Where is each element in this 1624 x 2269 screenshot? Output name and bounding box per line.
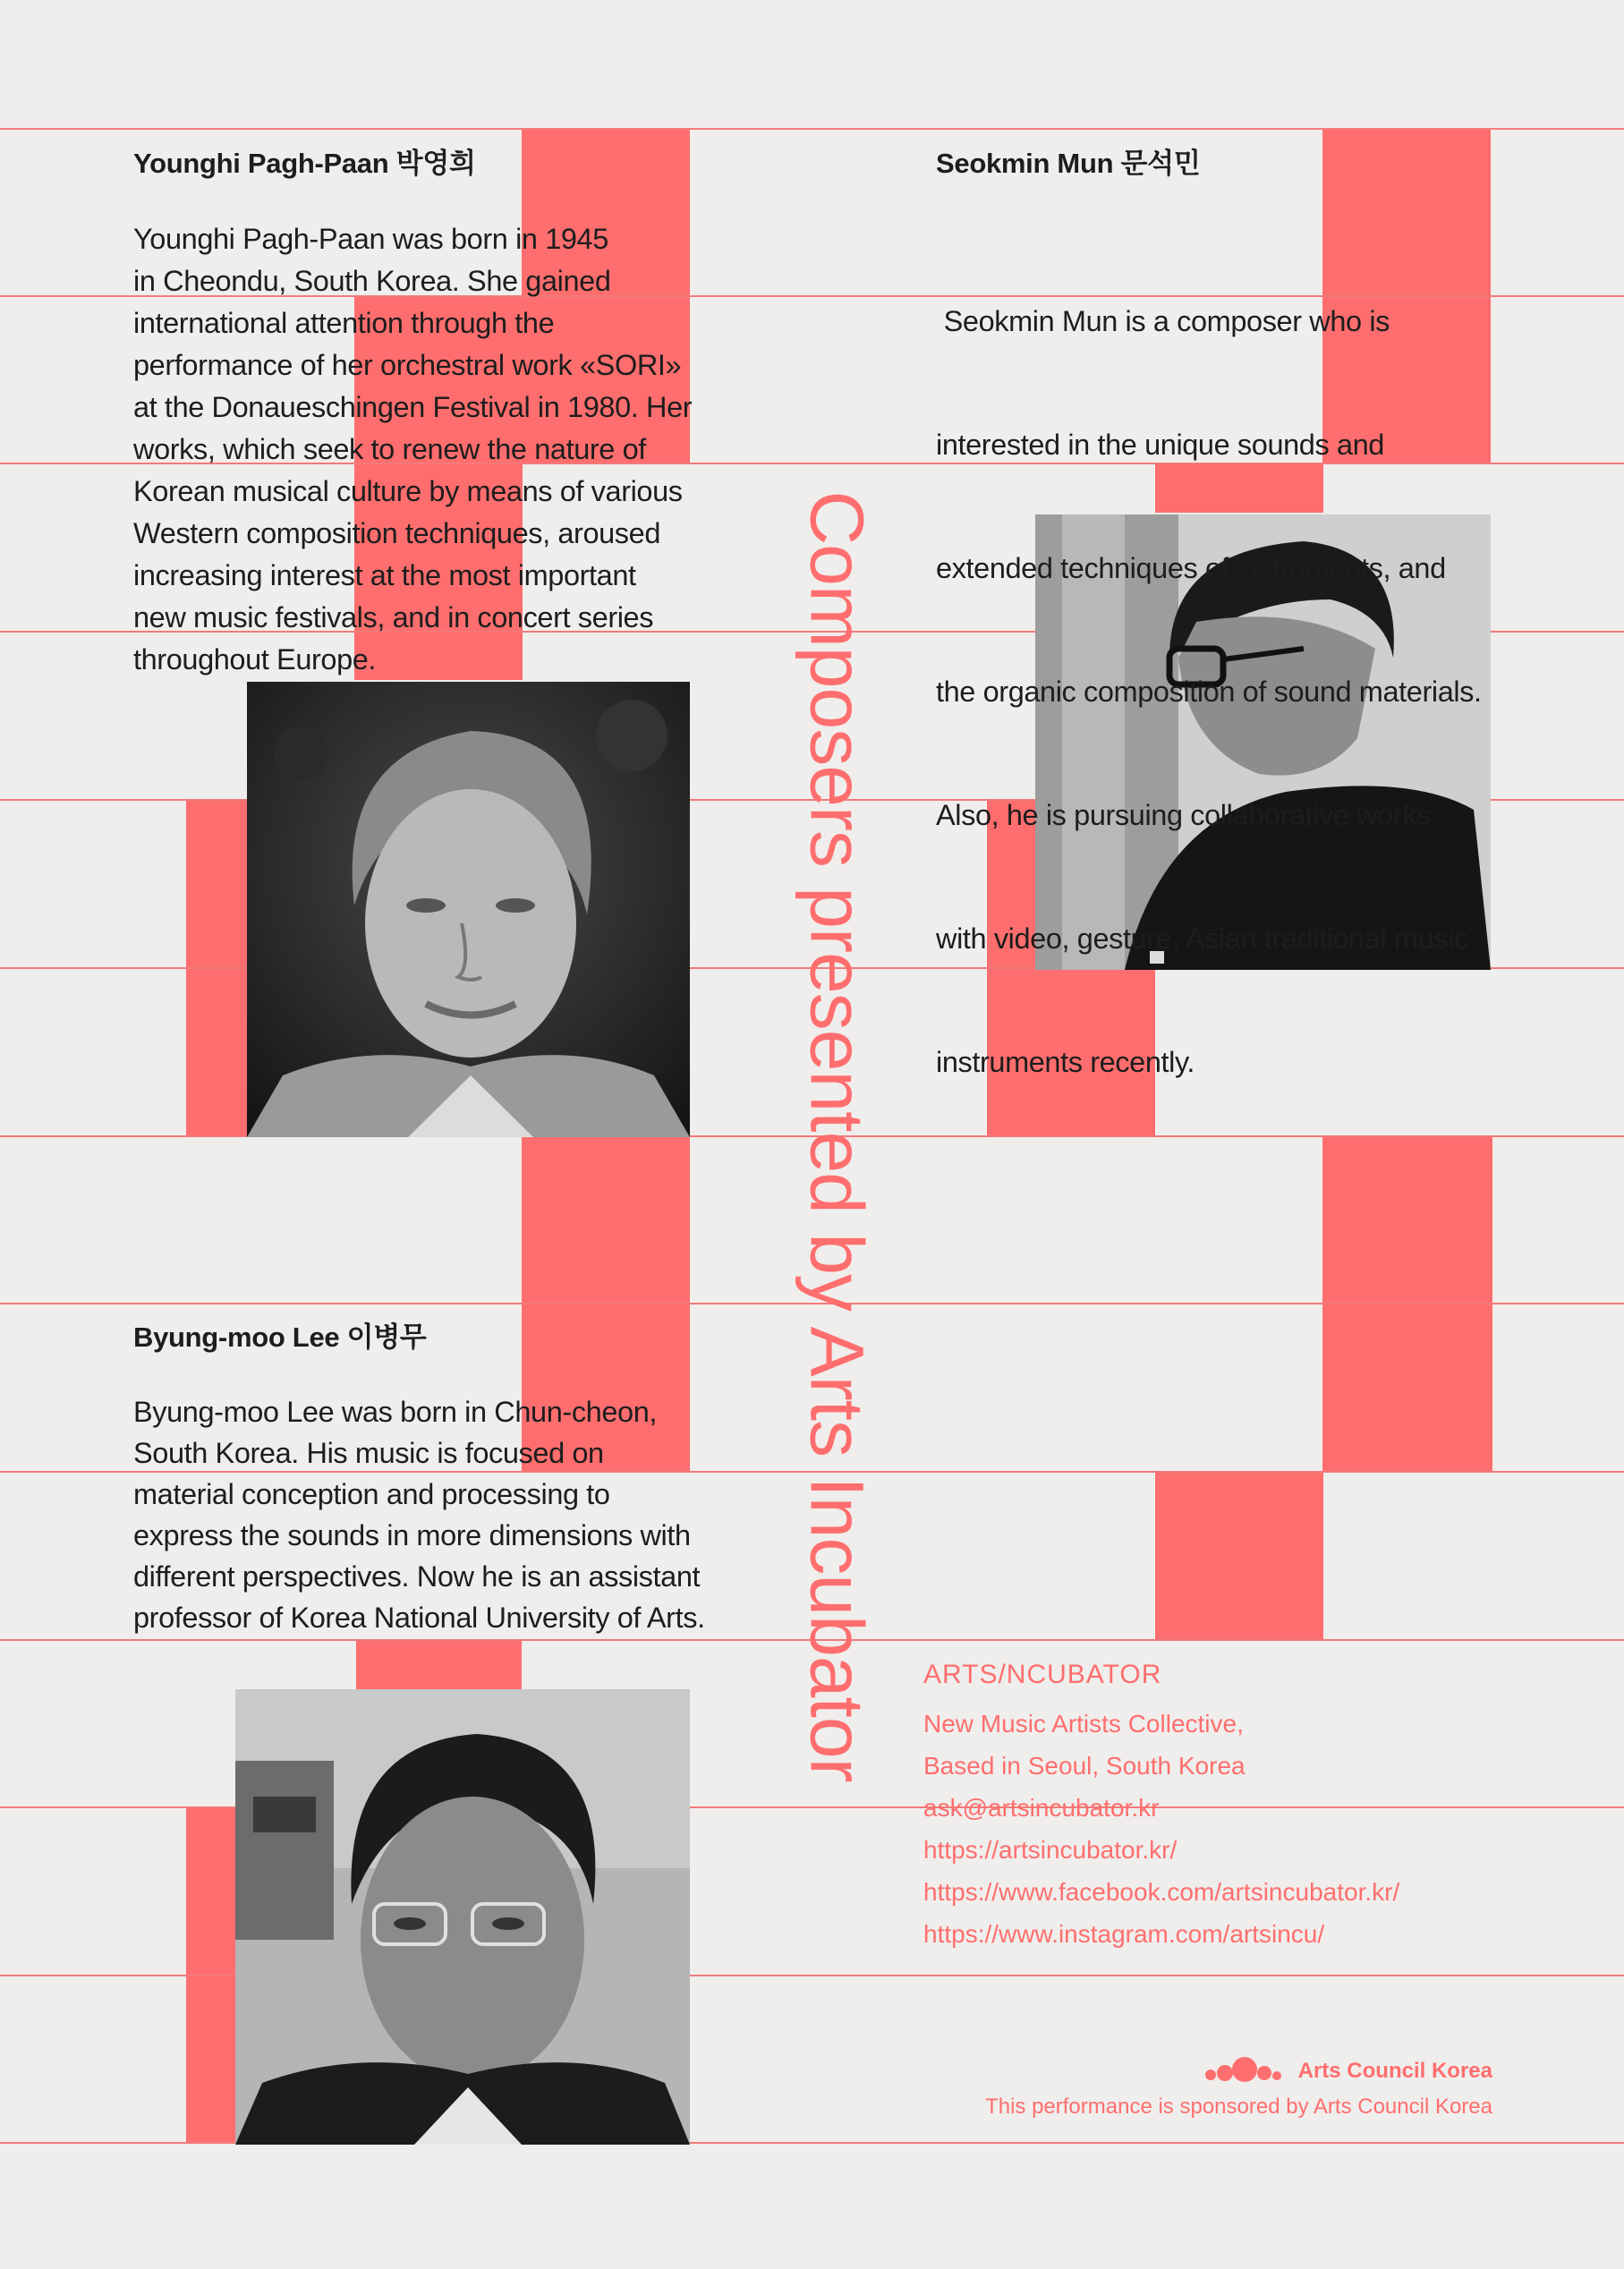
bio-line: different perspectives. Now he is an assistant	[133, 1560, 701, 1593]
org-website-link[interactable]: https://artsincubator.kr/	[923, 1836, 1178, 1864]
red-block	[356, 1640, 522, 1689]
bio-line: in Cheondu, South Korea. She gained	[133, 265, 611, 297]
composer-name: Younghi Pagh-Paan 박영희	[133, 148, 476, 179]
bio-line: the organic composition of sound materials.	[936, 676, 1482, 708]
bio-line: international attention through the	[133, 307, 555, 339]
org-info	[923, 1653, 1399, 1955]
poster-title: Composers presented by Arts Incubator	[795, 490, 880, 1782]
bio-line: at the Donaueschingen Festival in 1980. Her	[133, 391, 693, 423]
sponsor-block	[985, 2053, 1492, 2120]
composer-bio	[133, 218, 692, 681]
red-block	[1155, 1472, 1323, 1640]
composer-bio	[936, 218, 1482, 1165]
grid-line	[0, 128, 1624, 130]
sponsor-text: This performance is sponsored by Arts Council Korea	[985, 2095, 1492, 2119]
org-email-link[interactable]: ask@artsincubator.kr	[923, 1794, 1160, 1822]
bio-line: Seokmin Mun is a composer who is	[936, 305, 1390, 337]
portrait-byung-moo-lee	[235, 1689, 690, 2145]
org-facebook-link[interactable]: https://www.facebook.com/artsincubator.kr/	[923, 1878, 1400, 1906]
bio-line: new music festivals, and in concert series	[133, 601, 654, 633]
portrait-younghi-pagh-paan	[247, 682, 690, 1137]
arts-council-korea-logo	[985, 2053, 1492, 2089]
bio-line: professor of Korea National University of Arts.	[133, 1602, 705, 1634]
bio-line: with video, gesture, Asian traditional music	[936, 922, 1468, 955]
composer-name: Byung-moo Lee 이병무	[133, 1321, 427, 1353]
bio-line: Also, he is pursuing collaborative works	[936, 799, 1432, 831]
arts-incubator-logo: ARTS/NCUBATOR	[923, 1660, 1162, 1689]
org-instagram-link[interactable]: https://www.instagram.com/artsincu/	[923, 1920, 1325, 1948]
org-line: Based in Seoul, South Korea	[923, 1752, 1246, 1780]
org-line: New Music Artists Collective,	[923, 1710, 1244, 1738]
bio-line: throughout Europe.	[133, 643, 377, 676]
bio-line: increasing interest at the most important	[133, 559, 636, 591]
sponsor-name: Arts Council Korea	[1297, 2059, 1492, 2083]
composer-bio	[133, 1391, 705, 1638]
bio-line: express the sounds in more dimensions with	[133, 1519, 691, 1551]
bio-line: Korean musical culture by means of various	[133, 475, 683, 507]
bio-line: Byung-moo Lee was born in Chun-cheon,	[133, 1396, 658, 1428]
bio-line: works, which seek to renew the nature of	[133, 433, 646, 465]
bio-line: performance of her orchestral work «SORI»	[133, 349, 682, 381]
bio-line: extended techniques of instruments, and	[936, 552, 1446, 584]
dots-logo-icon	[1202, 2053, 1291, 2089]
bio-line: Western composition techniques, aroused	[133, 517, 660, 549]
bio-line: Younghi Pagh-Paan was born in 1945	[133, 223, 608, 255]
bio-line: instruments recently.	[936, 1046, 1195, 1078]
bio-line: South Korea. His music is focused on	[133, 1437, 604, 1469]
composer-name: Seokmin Mun 문석민	[936, 148, 1201, 179]
bio-line: interested in the unique sounds and	[936, 429, 1384, 461]
bio-line: material conception and processing to	[133, 1478, 610, 1510]
